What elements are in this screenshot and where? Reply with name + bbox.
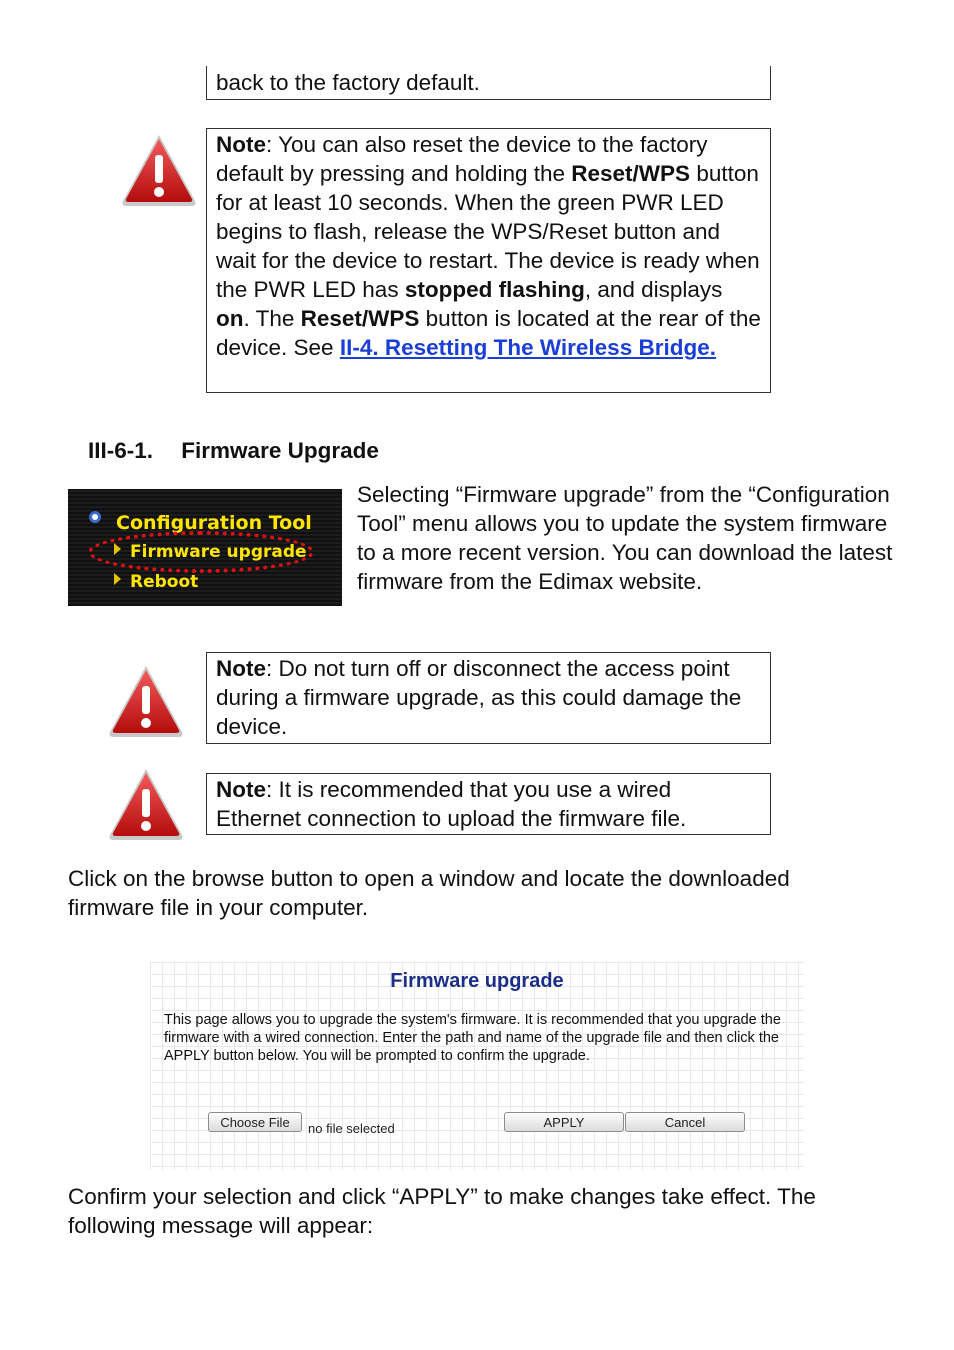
power-note-box [206, 652, 771, 744]
note-text: button is located at the rear of the device. See [216, 306, 761, 360]
menu-title: Configuration Tool [116, 512, 312, 534]
section-number: III-6-1. [88, 438, 154, 463]
top-note-box [206, 66, 771, 100]
cancel-button[interactable]: Cancel [625, 1112, 745, 1132]
panel-description: This page allows you to upgrade the system's firmware. It is recommended that you upgrade the firmware with a wired connection. Enter the path and name of the upgrade file and then click the APPLY button below. You will be prompted to confirm the upgrade. [164, 1012, 781, 1064]
browse-paragraph: Click on the browse button to open a window and locate the downloaded firmware file in your computer. [68, 866, 790, 920]
top-note-text: back to the factory default. [216, 70, 480, 95]
note-label: Note [216, 656, 266, 681]
file-status: no file selected [308, 1121, 395, 1136]
note-bold: on [216, 306, 244, 331]
section-title: Firmware Upgrade [181, 438, 379, 463]
note-text: button for at least 10 seconds. When the green PWR LED begins to flash, release the WPS/Reset button and wait for the device to restart. The device is ready when the PWR LED has [216, 161, 760, 302]
menu-bullet-icon [89, 511, 101, 523]
wired-note-box [206, 773, 771, 835]
note-label: Note [216, 132, 266, 157]
warning-icon [119, 131, 199, 211]
apply-button[interactable]: APPLY [504, 1112, 624, 1132]
note-text: : Do not turn off or disconnect the access point during a firmware upgrade, as this could damage the device. [216, 656, 742, 739]
reset-note-box [206, 128, 771, 393]
note-bold: stopped flashing [404, 277, 585, 302]
reset-section-link[interactable]: II-4. Resetting The Wireless Bridge. [339, 335, 716, 360]
note-text: . The [243, 306, 301, 331]
intro-paragraph: Selecting “Firmware upgrade” from the “Configuration Tool” menu allows you to update the system firmware to a more recent version. You can download the latest firmware from the Edimax website. [357, 482, 893, 594]
note-text: , and displays [584, 277, 723, 302]
arrow-right-icon [114, 573, 121, 585]
section-heading [88, 436, 379, 465]
warning-icon [106, 662, 186, 742]
firmware-upgrade-panel [150, 962, 804, 1170]
config-tool-menu [68, 489, 342, 606]
choose-file-button[interactable]: Choose File [208, 1112, 302, 1132]
note-text: : You can also reset the device to the factory default by pressing and holding the [216, 132, 708, 186]
panel-title: Firmware upgrade [390, 970, 564, 992]
note-bold: Reset/WPS [571, 161, 691, 186]
confirm-paragraph: Confirm your selection and click “APPLY” to make changes take effect. The following message will appear: [68, 1184, 816, 1238]
note-text: : It is recommended that you use a wired Ethernet connection to upload the firmware file. [216, 777, 687, 831]
menu-item-firmware-upgrade[interactable]: Firmware upgrade [130, 542, 307, 562]
highlight-oval [88, 531, 314, 573]
note-label: Note [216, 777, 266, 802]
warning-icon [106, 765, 186, 845]
menu-item-reboot[interactable]: Reboot [130, 572, 199, 592]
note-bold: Reset/WPS [300, 306, 420, 331]
